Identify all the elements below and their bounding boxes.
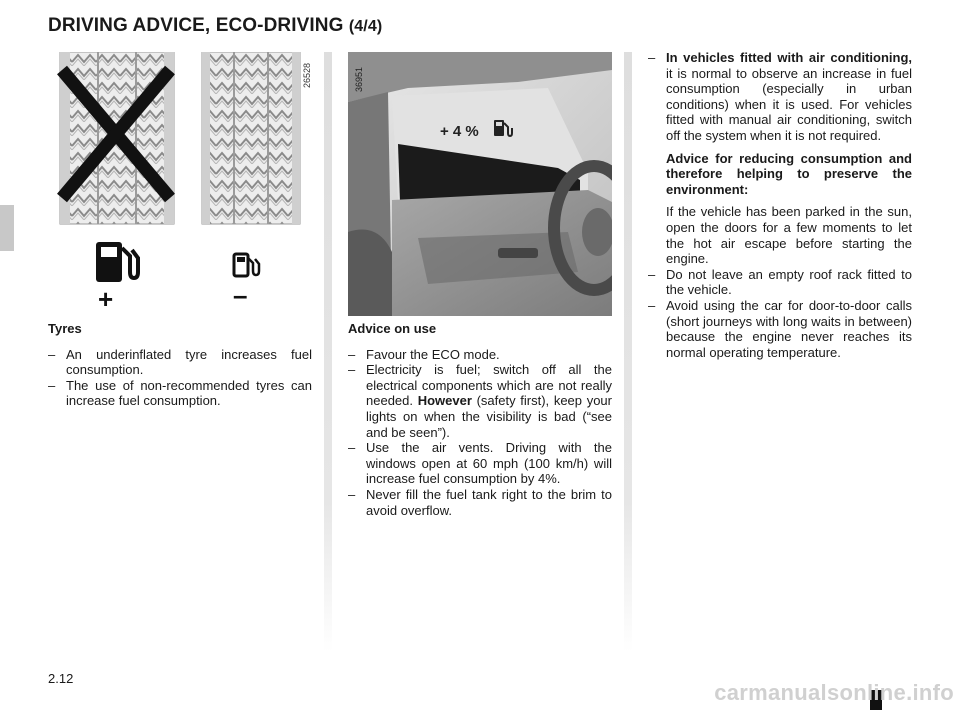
advice-paragraph: If the vehicle has been parked in the sun, open the doors for a few moments to let the hot air escape before starting the engine. [666, 204, 912, 267]
list-item: – Never fill the fuel tank right to the brim to avoid overflow. [348, 487, 612, 518]
list-item: – Avoid using the car for door-to-door calls (short journeys with long waits in between) because the engine never reaches its normal operating temperature. [648, 298, 912, 360]
emphasis: In vehicles fitted with air conditioning, [666, 50, 912, 65]
fuel-pump-icon-small [234, 254, 259, 276]
column-separator [324, 52, 332, 652]
section-heading: Advice on use [348, 321, 437, 336]
consumption-increase-label: + 4 % [440, 123, 479, 140]
section-heading: Tyres [48, 321, 82, 336]
list-item: – The use of non-recommended tyres can increase fuel consumption. [48, 378, 312, 409]
environment-advice-list [648, 267, 912, 361]
page-title: DRIVING ADVICE, ECO-DRIVING (4/4) [48, 15, 383, 36]
tyres-advice-list [48, 347, 312, 409]
chapter-tab [0, 205, 14, 251]
correct-tyre [202, 52, 300, 224]
air-conditioning-section [648, 50, 912, 360]
list-item: – Electricity is fuel; switch off all the electrical components which are not really needed. However (safety first), keep your lights on when the visibility is bad (“see and be seen”). [348, 362, 612, 440]
list-item: – An underinflated tyre increases fuel consumption. [48, 347, 312, 378]
usage-advice-list [348, 347, 612, 519]
list-item: – Favour the ECO mode. [348, 347, 612, 363]
fuel-pump-icon-large [96, 242, 138, 282]
emphasis: However [417, 393, 472, 409]
open-window-illustration [348, 52, 612, 316]
watermark: carmanualsonline.info [714, 680, 954, 705]
tyres-illustration [48, 52, 320, 310]
more-consumption-sign: + [98, 284, 114, 310]
less-consumption-sign: – [233, 280, 248, 310]
list-item: – Use the air vents. Driving with the windows open at 60 mph (100 km/h) will increase fuel consumption by 4%. [348, 440, 612, 487]
figure-code: 36951 [354, 66, 364, 92]
list-item: – In vehicles fitted with air conditioning, it is normal to observe an increase in fuel consumption (especially in urban conditions) when it is used. For vehicles fitted with manual air conditioning, switch off the system when it is not required. [648, 50, 912, 144]
column-separator [624, 52, 632, 652]
list-item: – Do not leave an empty roof rack fitted to the vehicle. [648, 267, 912, 298]
advice-heading: Advice for reducing consumption and therefore helping to preserve the environment: [666, 150, 912, 197]
tyres-section [48, 321, 312, 409]
page-number: 2.12 [48, 671, 74, 686]
figure-code: 26528 [302, 62, 312, 88]
advice-on-use-section [348, 321, 612, 518]
